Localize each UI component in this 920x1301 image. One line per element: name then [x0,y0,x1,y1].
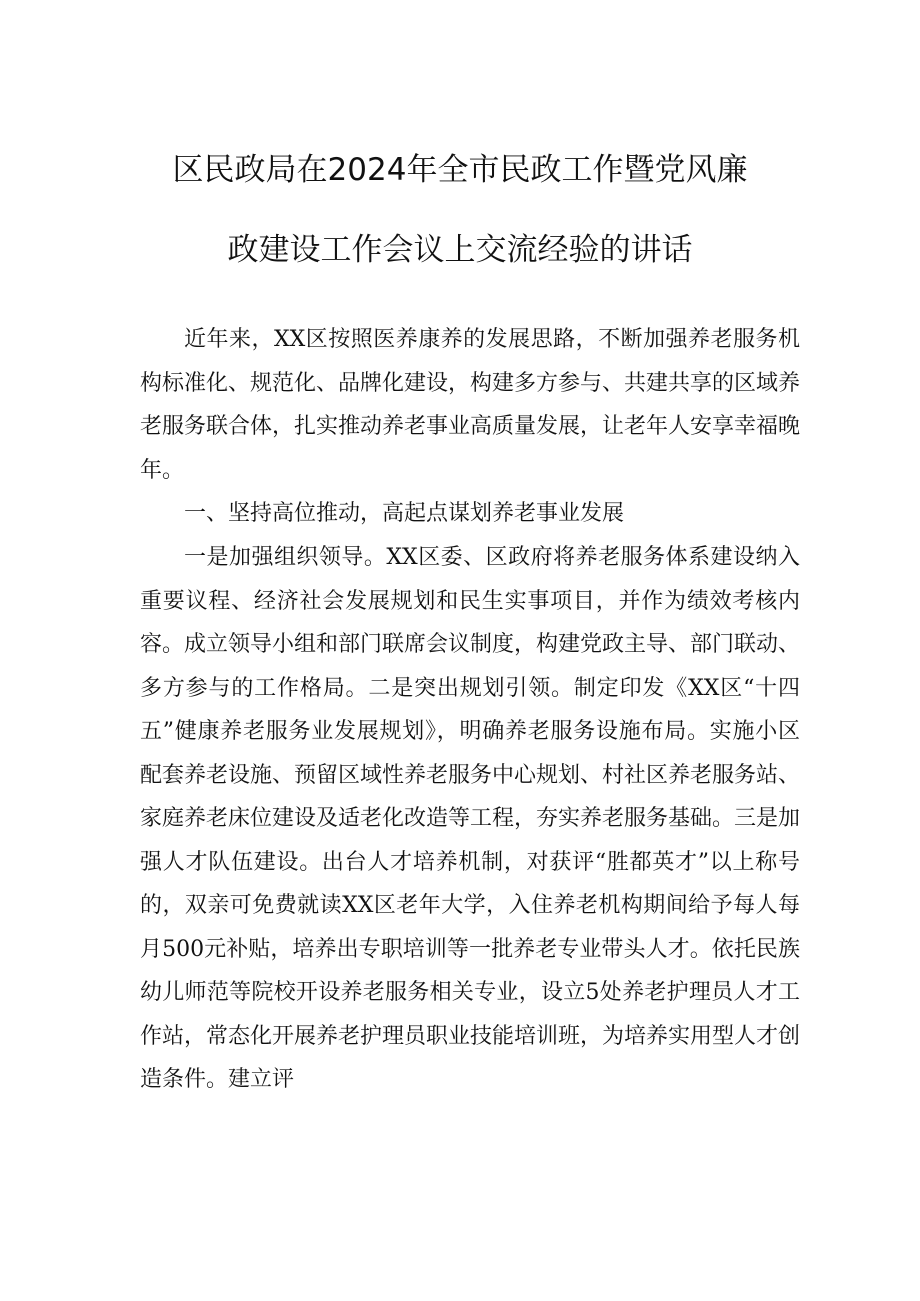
intro-paragraph: 近年来，XX区按照医养康养的发展思路，不断加强养老服务机构标准化、规范化、品牌化建设，构建多方参与、共建共享的区域养老服务联合体，扎实推动养老事业高质量发展，让老年人安享幸福晚年。 [140,327,801,483]
document-title-line-1: 区民政局在2024年全市民政工作暨党风廉 [172,152,748,188]
document-title-line-2: 政建设工作会议上交流经验的讲话 [227,232,693,268]
section-paragraph-1: 一是加强组织领导。XX区委、区政府将养老服务体系建设纳入重要议程、经济社会发展规划和民生实事项目，并作为绩效考核内容。成立领导小组和部门联席会议制度，构建党政主导、部门联动、多方参与的工作格局。二是突出规划引领。制定印发《XX区“十四五”健康养老服务业发展规划》，明确养老服务设施布局。实施小区配套养老设施、预留区域性养老服务中心规划、村社区养老服务站、家庭养老床位建设及适老化改造等工程，夯实养老服务基础。三是加强人才队伍建设。出台人才培养机制，对获评“胜都英才”以上称号的，双亲可免费就读XX区老年大学，入住养老机构期间给予每人每月500元补贴，培养出专职培训等一批养老专业带头人才。依托民族幼儿师范等院校开设养老服务相关专业，设立5处养老护理员人才工作站，常态化开展养老护理员职业技能培训班，为培养实用型人才创造条件。建立评 [140,545,801,1092]
section-heading-1: 一、坚持高位推动，高起点谋划养老事业发展 [184,501,625,526]
